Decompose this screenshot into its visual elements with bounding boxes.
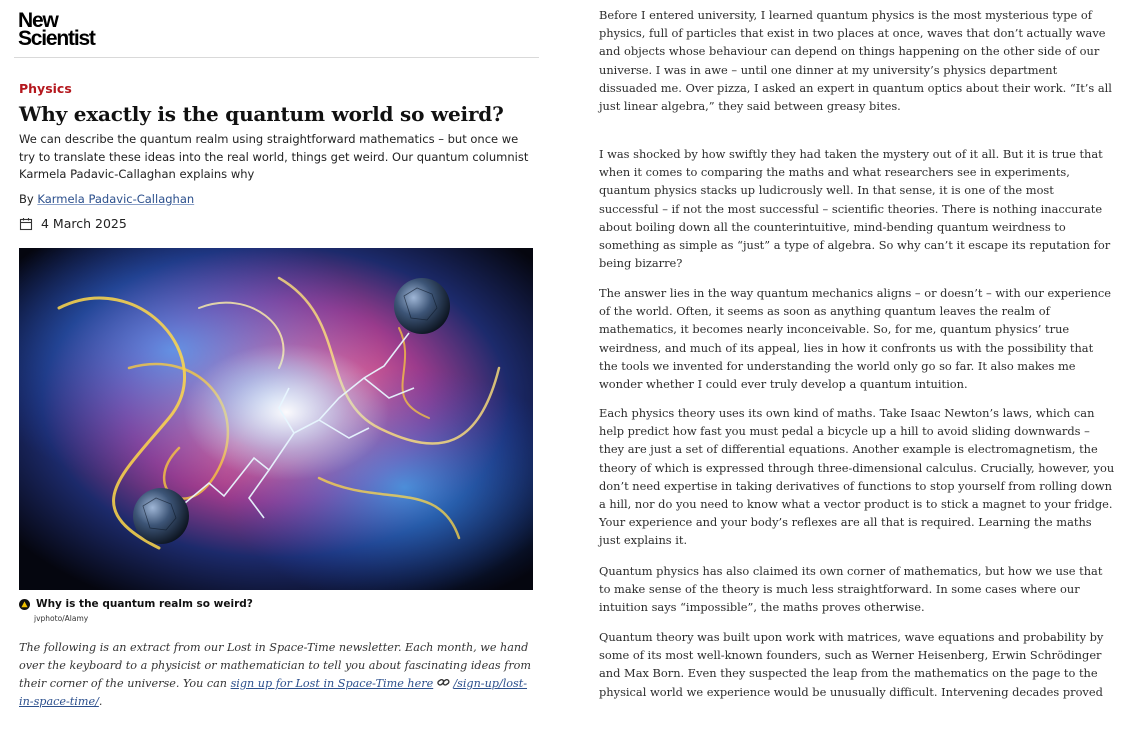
caption-text: Why is the quantum realm so weird? (36, 598, 253, 610)
publish-date-row (19, 216, 127, 231)
header-divider (14, 57, 539, 58)
new-scientist-logo[interactable] (18, 9, 108, 50)
newsletter-note (19, 639, 539, 711)
quantum-illustration (19, 248, 533, 590)
standfirst: We can describe the quantum realm using straightforward mathematics – but once we try to translate these ideas into the real world, things get weird. Our quantum columnist Karmela Padavic-Callaghan explains why (19, 132, 529, 181)
body-paragraph: I was shocked by how swiftly they had taken the mystery out of it all. But it is true that when it comes to comparing the maths and what researchers see in experiments, quantum physics stacks up ludicrously well. In that sense, it is one of the most successful – if not the most successful – scientific theories. There is nothing inaccurate about boiling down all the counterintuitive, mind-bending quantum weirdness to something as simple as “just” a type of algebra. So why can’t it escape its reputation for being bizarre? (599, 147, 1111, 271)
caption-warning-icon (19, 599, 30, 610)
byline-prefix: By (19, 192, 34, 206)
body-paragraph: Quantum physics has also claimed its own corner of mathematics, but how we use that to make sense of the theory is much less straightforward. In some cases where our intuition says “impossible”, the maths proves otherwise. (599, 564, 1103, 615)
logo-line-1: New (18, 9, 58, 32)
body-paragraph: Each physics theory uses its own kind of maths. Take Isaac Newton’s laws, which can help predict how fast you must pedal a bicycle up a hill to avoid sliding downwards – they are just a set of differential equations. Another example is electromagnetism, the theory of which is expressed through three-dimensional calculus. Crucially, however, you don’t need expertise in taking derivatives of functions to stop yourself from rolling down a hill, nor do you need to know what a vector product is to stick a magnet to your fridge. Your experience and your body’s reflexes are all that is required. Learning the maths just explains it. (599, 406, 1115, 548)
body-paragraph: Before I entered university, I learned quantum physics is the most mysterious type of physics, full of particles that exist in two places at once, waves that don’t actually wave and objects whose behaviour can depend on things happening on the other side of our universe. I was in awe – until one dinner at my university’s physics department dissuaded me. Over pizza, I asked an expert in quantum optics about their work. “It’s all just linear algebra,” they said between greasy bites. (599, 8, 1112, 114)
logo-line-2: Scientist (18, 27, 95, 50)
body-paragraph: Quantum theory was built upon work with matrices, wave equations and probability by some of its most well-known founders, such as Werner Heisenberg, Erwin Schrödinger and Max Born. Even they suspected the leap from the mathematics on the page to the physical world we experience would be unusually difficult. Intervening decades proved (599, 630, 1104, 699)
newsletter-text: The following is an extract from our Lost in Space-Time newsletter. Each month, we hand over the keyboard to a physicist or mathematician to tell you about fascinating ideas from their corner of the universe. You can (19, 641, 532, 690)
image-credit: jvphoto/Alamy (34, 614, 89, 623)
image-caption (19, 598, 253, 610)
calendar-icon (19, 217, 33, 231)
body-paragraph: The answer lies in the way quantum mechanics aligns – or doesn’t – with our experience of the world. Often, it seems as soon as anything quantum leaves the realm of mathematics, it becomes nearly inconceivable. So, for me, quantum physics’ true weirdness, and much of its appeal, lies in how it confronts us with the possibility that the tools we invented for understanding the world only go so far. It also makes me wonder whether I could ever truly develop a quantum intuition. (599, 286, 1112, 392)
newsletter-end: . (98, 695, 103, 708)
newsletter-signup-link[interactable]: sign up for Lost in Space-Time here (230, 677, 434, 690)
page-title: Why exactly is the quantum world so weird? (19, 102, 504, 126)
article-header-column (0, 0, 560, 732)
byline (19, 192, 194, 206)
author-link[interactable]: Karmela Padavic-Callaghan (37, 192, 195, 206)
section-label[interactable]: Physics (19, 81, 72, 96)
link-icon (437, 677, 450, 688)
hero-image[interactable] (19, 248, 533, 590)
publish-date: 4 March 2025 (41, 216, 127, 231)
newsletter-slug-link[interactable]: /sign-up/lost-in-space-time/ (19, 677, 528, 708)
